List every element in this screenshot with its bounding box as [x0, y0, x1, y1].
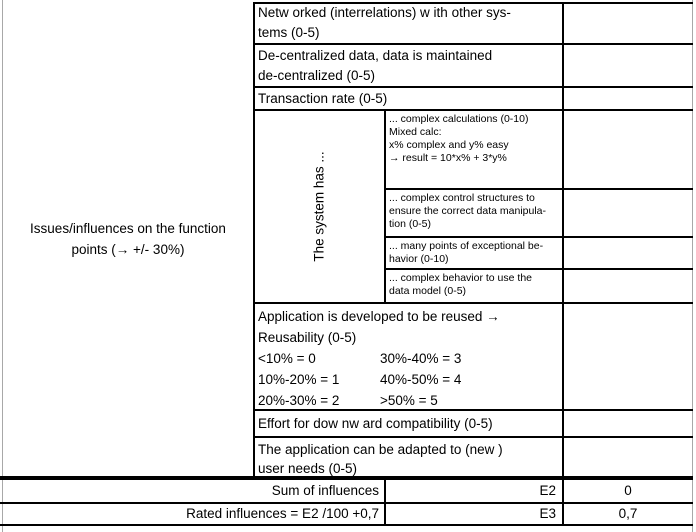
downward-line1: Effort for dow nw ard compatibility (0-5) [258, 416, 493, 431]
calc-line2: Mixed calc: [389, 126, 442, 138]
calc-line4: → result = 10*x% + 3*y% [389, 152, 507, 164]
score-cell-exceptional-behavior[interactable] [564, 238, 692, 268]
control-line3: tion (0-5) [389, 218, 432, 230]
score-cell-transaction[interactable] [564, 88, 692, 109]
reuse-line1: Application is developed to be reused → [258, 309, 500, 324]
border-row3-bottom [254, 109, 693, 111]
left-gridline [2, 0, 3, 532]
row-downward-compat-cell [258, 411, 558, 437]
border-reuse-bottom [254, 409, 693, 411]
e2-code-cell: E2 [539, 483, 556, 498]
behavior-line2: data model (0-5) [389, 285, 467, 297]
border-col-a-right [253, 2, 255, 478]
subrow-complex-calculations-cell [389, 111, 559, 188]
reuse-grid-row3 [258, 390, 558, 411]
row-decentralized-cell [258, 45, 558, 86]
right-gridline [692, 0, 693, 532]
border-value-col-left [562, 2, 564, 526]
row-adapted-cell [258, 438, 558, 476]
adapted-line1: The application can be adapted to (new ) [258, 442, 503, 457]
reuse-g21: >50% = 5 [380, 393, 438, 408]
border-table-bottom [0, 524, 693, 526]
subrow-exceptional-behavior-cell [389, 238, 559, 268]
sum-of-influences-label-cell: Sum of influences [271, 483, 379, 498]
reuse-g01: 30%-40% = 3 [380, 351, 462, 366]
reuse-g11: 40%-50% = 4 [380, 372, 462, 387]
system-has-label: The system has ... [311, 151, 327, 262]
control-line2: ensure the correct data manipula- [389, 205, 547, 217]
score-cell-networked[interactable] [564, 4, 692, 43]
issues-header-line2: points (→ +/- 30%) [71, 242, 185, 257]
subrow-control-structures-cell [389, 190, 559, 236]
system-has-rotated-cell [255, 111, 384, 302]
border-footer-label-right [384, 476, 386, 526]
border-downward-bottom [254, 436, 693, 438]
border-nested-bottom [254, 302, 693, 304]
calc-line1: ... complex calculations (0-10) [389, 113, 529, 125]
rated-influences-label-cell: Rated influences = E2 /100 +0,7 [186, 506, 379, 521]
subrow-data-model-behavior-cell [389, 270, 559, 302]
sum-value-cell[interactable]: 0 [624, 483, 632, 498]
score-cell-complex-calculations[interactable] [564, 111, 692, 188]
score-cell-reusability[interactable] [564, 304, 692, 409]
border-sub3-bottom [385, 268, 693, 270]
reuse-line2: Reusability (0-5) [258, 330, 357, 345]
border-body-bottom-thick [0, 476, 693, 480]
decentralized-line2: de-centralized (0-5) [258, 68, 376, 83]
adapted-line2: user needs (0-5) [258, 461, 358, 476]
networked-line2: tems (0-5) [258, 25, 320, 40]
reuse-g20: 20%-30% = 2 [258, 393, 340, 408]
decentralized-line1: De-centralized data, data is maintained [258, 48, 493, 63]
reuse-grid-row1 [258, 348, 558, 369]
transaction-line1: Transaction rate (0-5) [258, 91, 388, 106]
border-sub1-bottom [385, 188, 693, 190]
behavior-line1: ... complex behavior to use the [389, 272, 532, 284]
border-top [254, 2, 693, 4]
e3-code-cell: E3 [539, 506, 556, 521]
reuse-grid-row2 [258, 369, 558, 390]
rated-value-cell[interactable]: 0,7 [618, 506, 638, 521]
score-cell-adapted[interactable] [564, 438, 692, 476]
control-line1: ... complex control structures to [389, 192, 535, 204]
networked-line1: Netw orked (interrelations) w ith other sys- [258, 5, 511, 20]
row-networked-cell [258, 2, 558, 44]
border-sub2-bottom [385, 236, 693, 238]
border-row2-bottom [254, 86, 693, 88]
issues-header-line1: Issues/influences on the function [30, 221, 226, 236]
border-rotated-cell-right [384, 109, 386, 304]
score-cell-downward-compat[interactable] [564, 411, 692, 436]
issues-header-cell [4, 2, 252, 476]
calc-line3: x% complex and y% easy [389, 139, 509, 151]
row-transaction-cell [258, 88, 558, 109]
score-cell-decentralized[interactable] [564, 45, 692, 86]
border-row1-bottom [254, 43, 693, 45]
exceptional-line2: havior (0-10) [389, 253, 449, 265]
reuse-g10: 10%-20% = 1 [258, 372, 340, 387]
border-sum-row-bottom [0, 502, 693, 504]
reuse-g00: <10% = 0 [258, 351, 316, 366]
exceptional-line1: ... many points of exceptional be- [389, 240, 544, 252]
row-reusability-cell [258, 304, 558, 409]
score-cell-data-model-behavior[interactable] [564, 270, 692, 302]
score-cell-control-structures[interactable] [564, 190, 692, 236]
